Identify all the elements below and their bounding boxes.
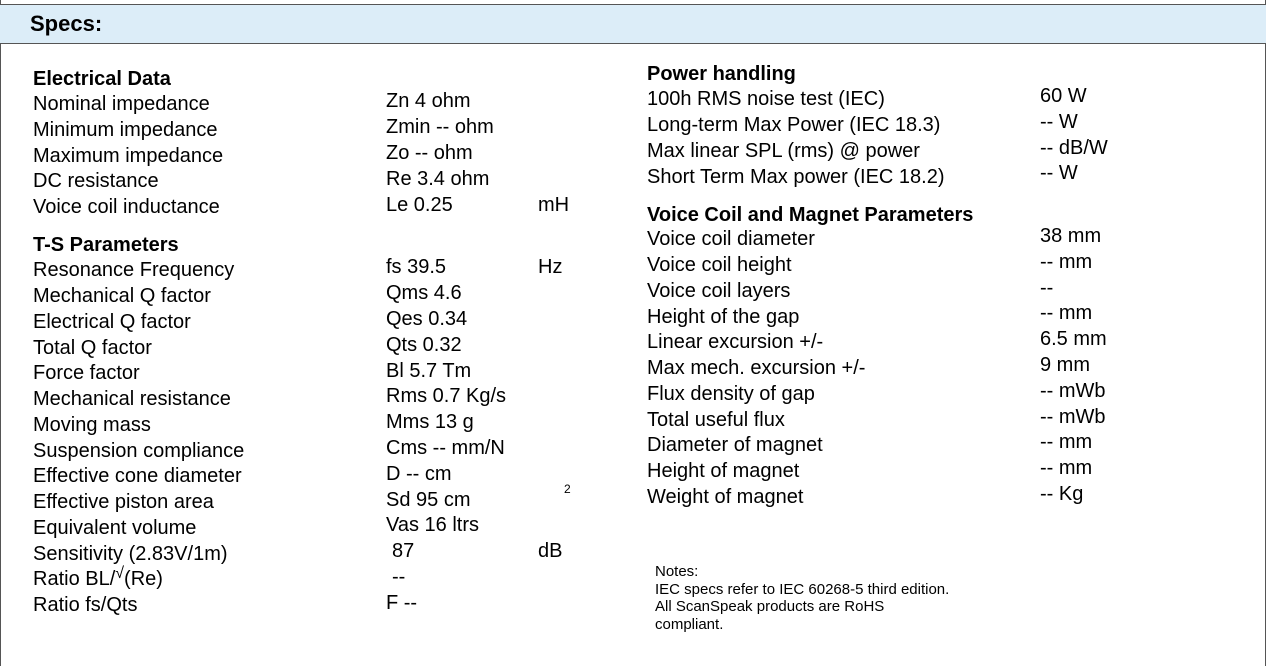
spec-value: Bl 5.7 Tm xyxy=(386,360,472,382)
spec-value: -- W xyxy=(1040,162,1078,184)
spec-label: Voice coil height xyxy=(647,254,792,276)
spec-label: Minimum impedance xyxy=(33,119,218,141)
spec-value: -- xyxy=(392,566,406,588)
spec-label: Height of magnet xyxy=(647,460,800,482)
spec-label: 100h RMS noise test (IEC) xyxy=(647,88,885,110)
spec-label: Mechanical resistance xyxy=(33,388,231,410)
notes-line: All ScanSpeak products are RoHS xyxy=(655,598,885,615)
spec-value: 38 mm xyxy=(1040,225,1102,247)
spec-unit: Hz xyxy=(538,256,563,278)
spec-value: F -- xyxy=(386,592,418,614)
spec-value: -- mWb xyxy=(1040,406,1106,428)
spec-value: Qes 0.34 xyxy=(386,308,468,330)
spec-label: Ratio BL/ xyxy=(33,568,116,590)
spec-value: 6.5 mm xyxy=(1040,328,1107,350)
spec-value: -- mm xyxy=(1040,457,1093,479)
spec-value: -- mWb xyxy=(1040,380,1106,402)
frame-left-border xyxy=(0,0,1,666)
spec-label: Resonance Frequency xyxy=(33,259,235,281)
electrical-data-heading: Electrical Data xyxy=(33,68,171,90)
spec-label: Max mech. excursion +/- xyxy=(647,357,866,379)
spec-label: Sensitivity (2.83V/1m) xyxy=(33,543,228,565)
spec-value: Sd 95 cm xyxy=(386,489,471,511)
frame-right-border xyxy=(1265,0,1266,666)
spec-unit: mH xyxy=(538,194,570,216)
spec-value: Le 0.25 xyxy=(386,194,453,216)
spec-value: Qms 4.6 xyxy=(386,282,462,304)
spec-value: -- mm xyxy=(1040,251,1093,273)
spec-label: Total useful flux xyxy=(647,409,785,431)
spec-label: Mechanical Q factor xyxy=(33,285,211,307)
spec-label: Linear excursion +/- xyxy=(647,331,824,353)
spec-value: -- W xyxy=(1040,111,1078,133)
spec-label: Force factor xyxy=(33,362,140,384)
spec-label: Short Term Max power (IEC 18.2) xyxy=(647,166,945,188)
spec-label: Moving mass xyxy=(33,414,151,436)
spec-value: -- mm xyxy=(1040,431,1093,453)
spec-label-suffix: (Re) xyxy=(124,568,163,590)
spec-label: Ratio fs/Qts xyxy=(33,594,138,616)
notes-line: IEC specs refer to IEC 60268-5 third edition. xyxy=(655,580,950,598)
spec-value: Zmin -- ohm xyxy=(386,116,494,138)
spec-value: Zo -- ohm xyxy=(386,142,473,164)
spec-label: Weight of magnet xyxy=(647,486,804,508)
spec-label: Voice coil diameter xyxy=(647,228,815,250)
spec-value: Cms -- mm/N xyxy=(386,437,505,459)
spec-label: Voice coil layers xyxy=(647,280,791,302)
voice-coil-magnet-heading: Voice Coil and Magnet Parameters xyxy=(647,204,974,226)
spec-label: Voice coil inductance xyxy=(33,196,220,218)
power-handling-heading: Power handling xyxy=(647,63,796,85)
spec-label: Nominal impedance xyxy=(33,93,210,115)
spec-value: -- Kg xyxy=(1040,483,1084,505)
notes-line: compliant. xyxy=(655,615,724,633)
spec-value: fs 39.5 xyxy=(386,256,447,278)
spec-label: Maximum impedance xyxy=(33,145,224,167)
spec-value: Vas 16 ltrs xyxy=(386,514,479,536)
spec-value: D -- cm xyxy=(386,463,452,485)
spec-value: Rms 0.7 Kg/s xyxy=(386,385,507,407)
spec-label: Effective cone diameter xyxy=(33,465,242,487)
spec-value: Mms 13 g xyxy=(386,411,474,433)
spec-label: DC resistance xyxy=(33,170,159,192)
specs-title: Specs: xyxy=(30,11,103,36)
spec-value: Re 3.4 ohm xyxy=(386,168,490,190)
spec-label: Flux density of gap xyxy=(647,383,815,405)
spec-value: 9 mm xyxy=(1040,354,1090,376)
spec-value: Zn 4 ohm xyxy=(386,90,471,112)
spec-unit: dB xyxy=(538,540,563,562)
spec-value: 60 W xyxy=(1040,85,1087,107)
notes-block xyxy=(655,563,949,633)
spec-label: Total Q factor xyxy=(33,337,152,359)
spec-label: Diameter of magnet xyxy=(647,434,823,456)
spec-label: Effective piston area xyxy=(33,491,214,513)
superscript-two: 2 xyxy=(564,482,571,496)
notes-heading: Notes: xyxy=(655,563,699,580)
spec-value: -- mm xyxy=(1040,302,1093,324)
spec-value: -- dB/W xyxy=(1040,137,1108,159)
spec-value: 87 xyxy=(392,540,415,562)
spec-label-bl-ratio xyxy=(33,565,163,590)
spec-label: Suspension compliance xyxy=(33,440,245,462)
spec-value: Qts 0.32 xyxy=(386,334,462,356)
spec-label: Max linear SPL (rms) @ power xyxy=(647,140,920,162)
specs-header xyxy=(0,4,1266,44)
ts-parameters-heading: T-S Parameters xyxy=(33,234,179,256)
spec-label: Height of the gap xyxy=(647,306,800,328)
spec-value: -- xyxy=(1040,277,1054,299)
sqrt-symbol: √ xyxy=(115,565,125,582)
spec-label: Equivalent volume xyxy=(33,517,197,539)
spec-label: Long-term Max Power (IEC 18.3) xyxy=(647,114,941,136)
spec-label: Electrical Q factor xyxy=(33,311,191,333)
